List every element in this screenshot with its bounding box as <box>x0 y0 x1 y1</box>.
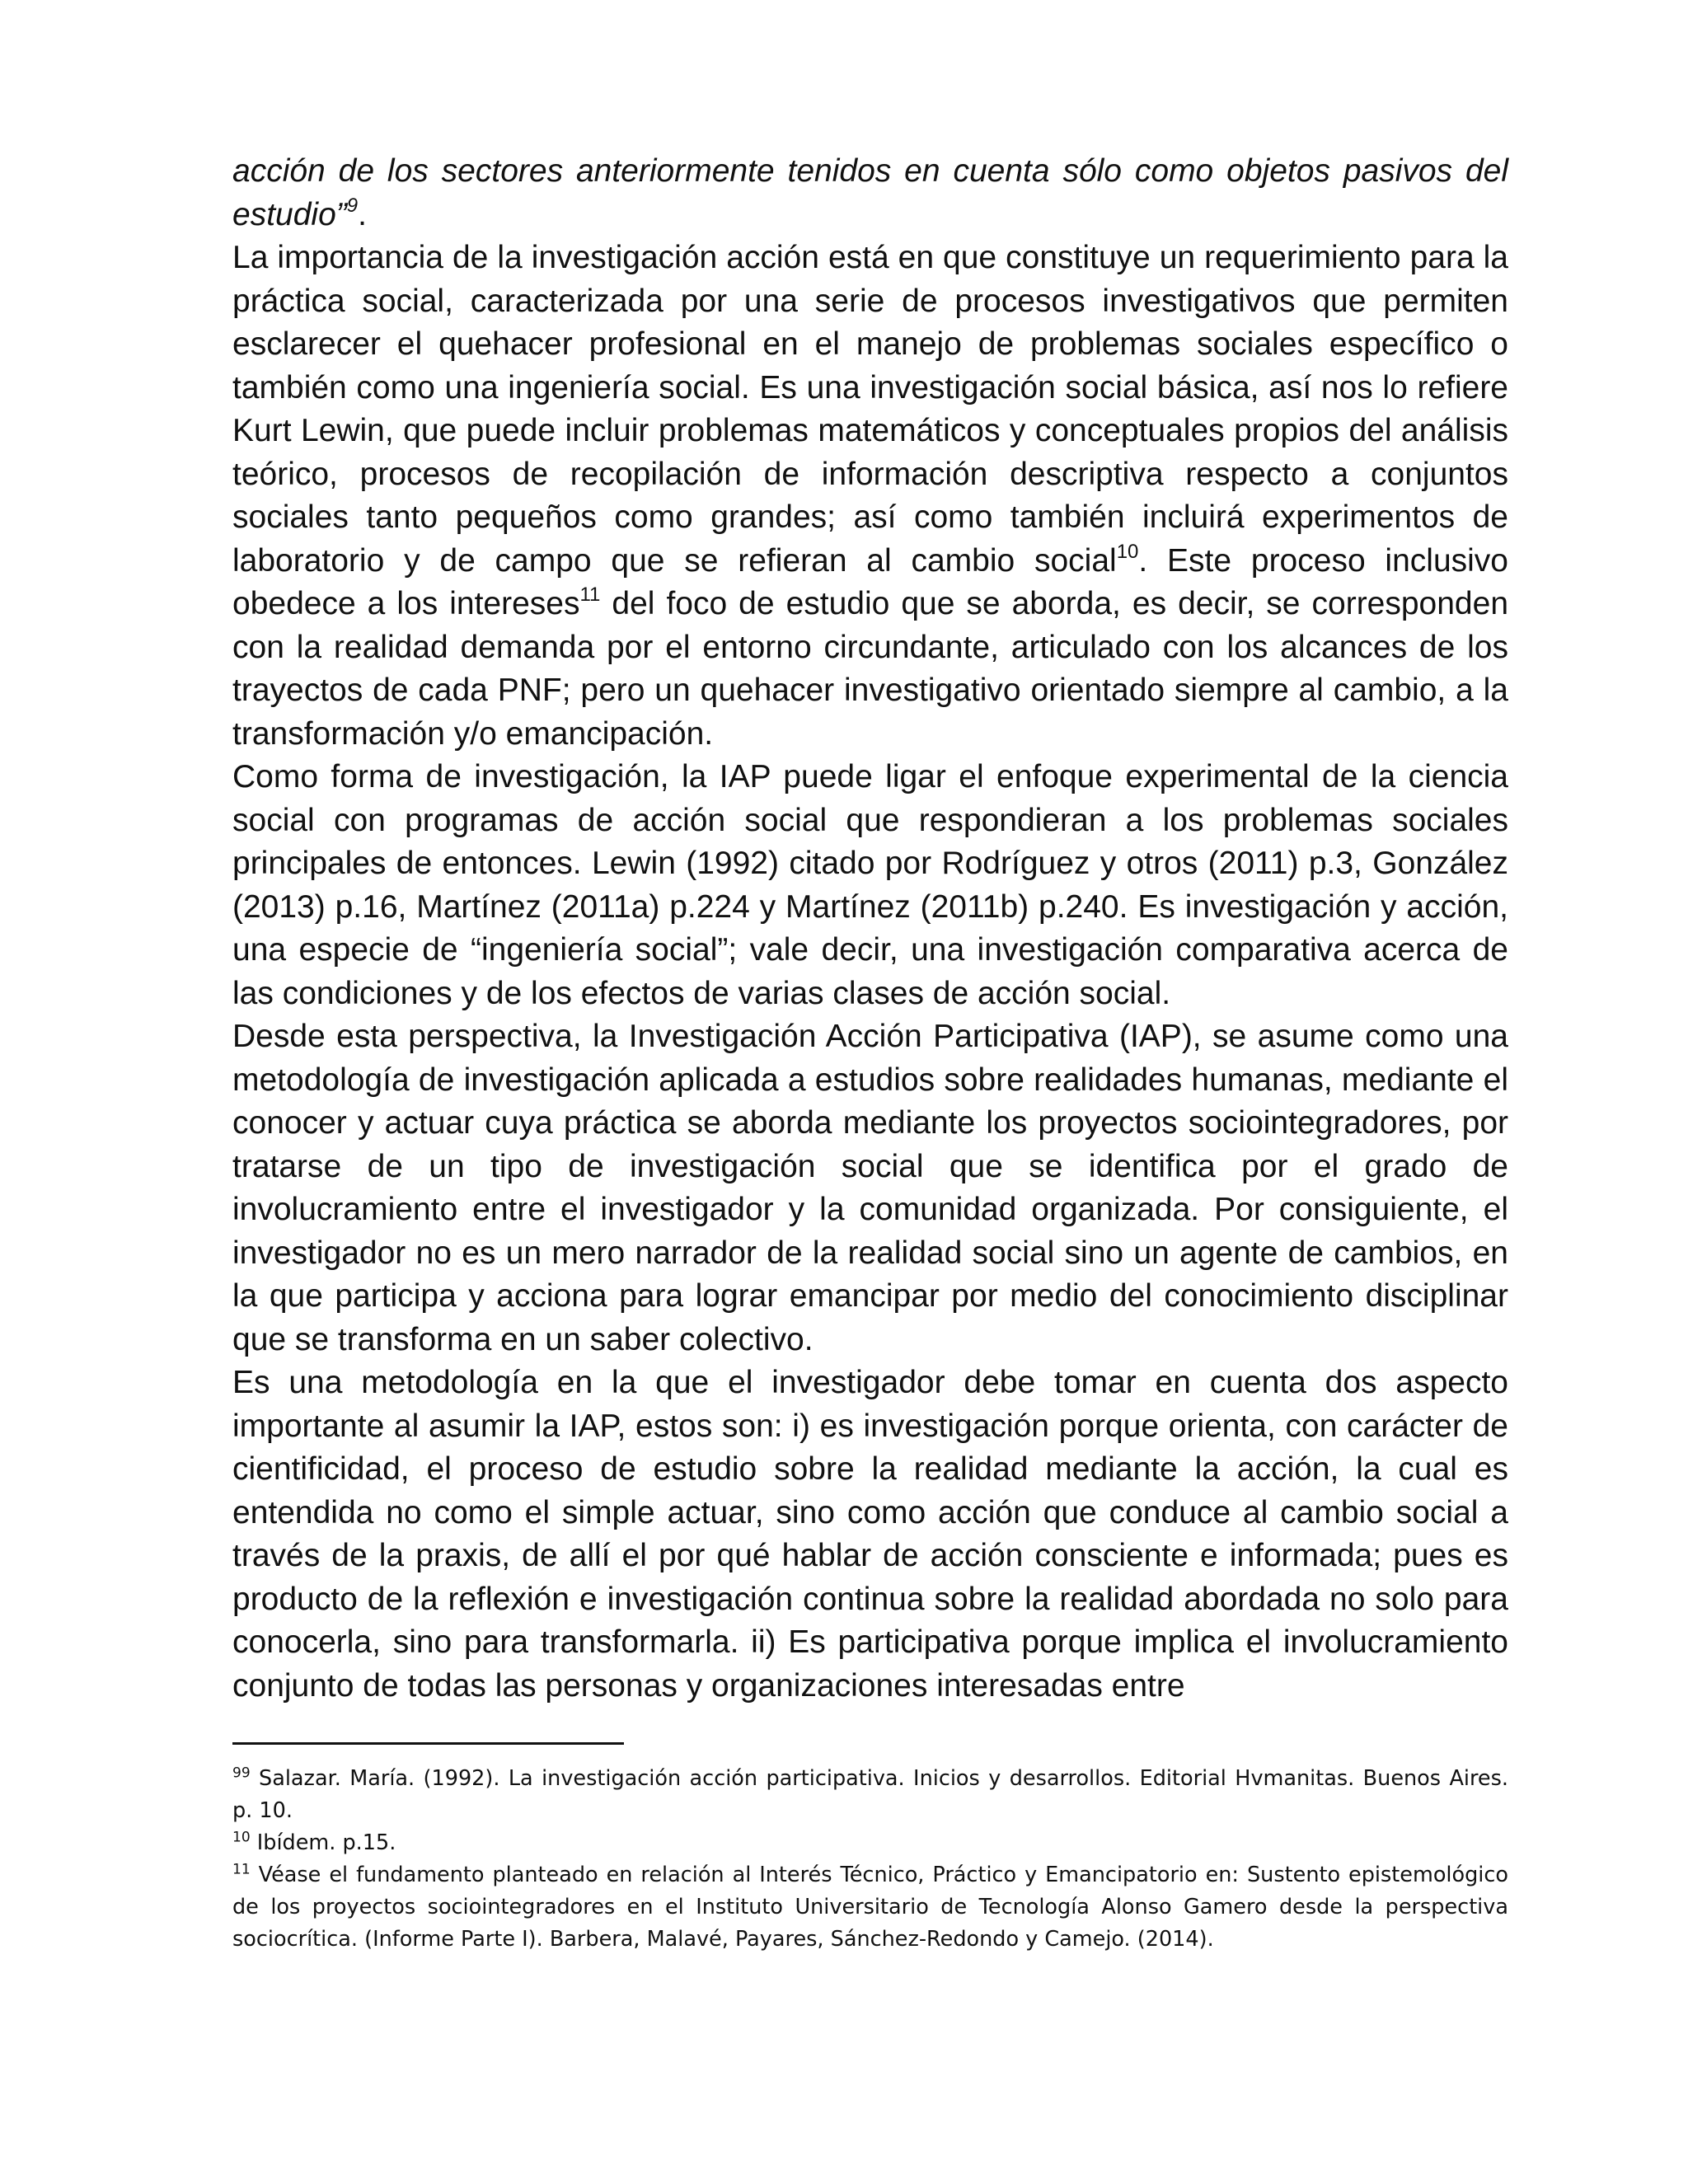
footnote-text: Véase el fundamento planteado en relación al Interés Técnico, Práctico y Emancipatorio en: Sustento epistemológico de los proyectos sociointegradores en el Instituto Universitario de Tecnología Alonso Gamero desde la perspectiva sociocrítica. (Informe Parte I). Barbera, Malavé, Payares, Sánchez-Redondo y Camejo. (2014). <box>232 1863 1508 1952</box>
footnote-mark: 10 <box>232 1829 251 1846</box>
paragraph-iap-form: Como forma de investigación, la IAP puede ligar el enfoque experimental de la ciencia social con programas de acción social que respondieran a los problemas sociales principales de entonces. Lewin (1992) citado por Rodríguez y otros (2011) p.3, González (2013) p.16, Martínez (2011a) p.224 y Martínez (2011b) p.240. Es investigación y acción, una especie de “ingeniería social”; vale decir, una investigación comparativa acerca de las condiciones y de los efectos de varias clases de acción social. <box>232 759 1508 1011</box>
paragraph-importance <box>232 237 1508 756</box>
document-page <box>232 150 1508 1956</box>
paragraph-text: La importancia de la investigación acción está en que constituye un requerimiento para la práctica social, caracterizada por una serie de procesos investigativos que permiten esclarecer el quehacer profesional en el manejo de problemas sociales específico o también como una ingeniería social. Es una investigación social básica, así nos lo refiere Kurt Lewin, que puede incluir problemas matemáticos y conceptuales propios del análisis teórico, procesos de recopilación de información descriptiva respecto a conjuntos sociales tanto pequeños como grandes; así como también incluirá experimentos de laboratorio y de campo que se refieran al cambio social <box>232 240 1508 579</box>
footnote-separator <box>232 1742 624 1745</box>
paragraph-text: . Este proceso inclusivo obedece a los intereses <box>232 542 1508 621</box>
footnote-11 <box>232 1859 1508 1956</box>
paragraph-methodology: Es una metodología en la que el investigador debe tomar en cuenta dos aspecto importante al asumir la IAP, estos son: i) es investigación porque orienta, con carácter de cientificidad, el proceso de estudio sobre la realidad mediante la acción, la cual es entendida no como el simple actuar, sino como acción que conduce al cambio social a través de la praxis, de allí el por qué hablar de acción consciente e informada; pues es producto de la reflexión e investigación continua sobre la realidad abordada no solo para conocerla, sino para transformarla. ii) Es participativa porque implica el involucramiento conjunto de todas las personas y organizaciones interesadas entre <box>232 1365 1508 1704</box>
paragraph-end: . <box>358 196 367 232</box>
body-text <box>232 150 1508 1708</box>
paragraph-perspective: Desde esta perspectiva, la Investigación Acción Participativa (IAP), se asume como una metodología de investigación aplicada a estudios sobre realidades humanas, mediante el conocer y actuar cuya práctica se aborda mediante los proyectos sociointegradores, por tratarse de un tipo de investigación social que se identifica por el grado de involucramiento entre el investigador y la comunidad organizada. Por consiguiente, el investigador no es un mero narrador de la realidad social sino un agente de cambios, en la que participa y acciona para lograr emancipar por medio del conocimiento disciplinar que se transforma en un saber colectivo. <box>232 1019 1508 1357</box>
footnote-ref-10: 10 <box>1116 540 1139 563</box>
footnote-ref-9: 9 <box>346 194 359 217</box>
footnote-ref-11: 11 <box>579 583 601 606</box>
footnote-text: Salazar. María. (1992). La investigación acción participativa. Inicios y desarrollos. Editorial Hvmanitas. Buenos Aires. p. 10. <box>232 1766 1508 1823</box>
paragraph-continuation <box>232 150 1508 237</box>
footnote-mark: 11 <box>232 1861 251 1878</box>
paragraph-text: del foco de estudio que se aborda, es decir, se corresponden con la realidad demanda por el entorno circundante, articulado con los alcances de los trayectos de cada PNF; pero un quehacer investigativo orientado siempre al cambio, a la transformación y/o emancipación. <box>232 586 1509 752</box>
footnote-10 <box>232 1827 1508 1859</box>
footnote-9 <box>232 1763 1508 1827</box>
footnote-text: Ibídem. p.15. <box>250 1830 396 1855</box>
footnotes <box>232 1763 1508 1956</box>
quote-continuation: acción de los sectores anteriormente tenidos en cuenta sólo como objetos pasivos del estudio” <box>232 153 1508 232</box>
footnote-mark: 99 <box>232 1765 251 1782</box>
